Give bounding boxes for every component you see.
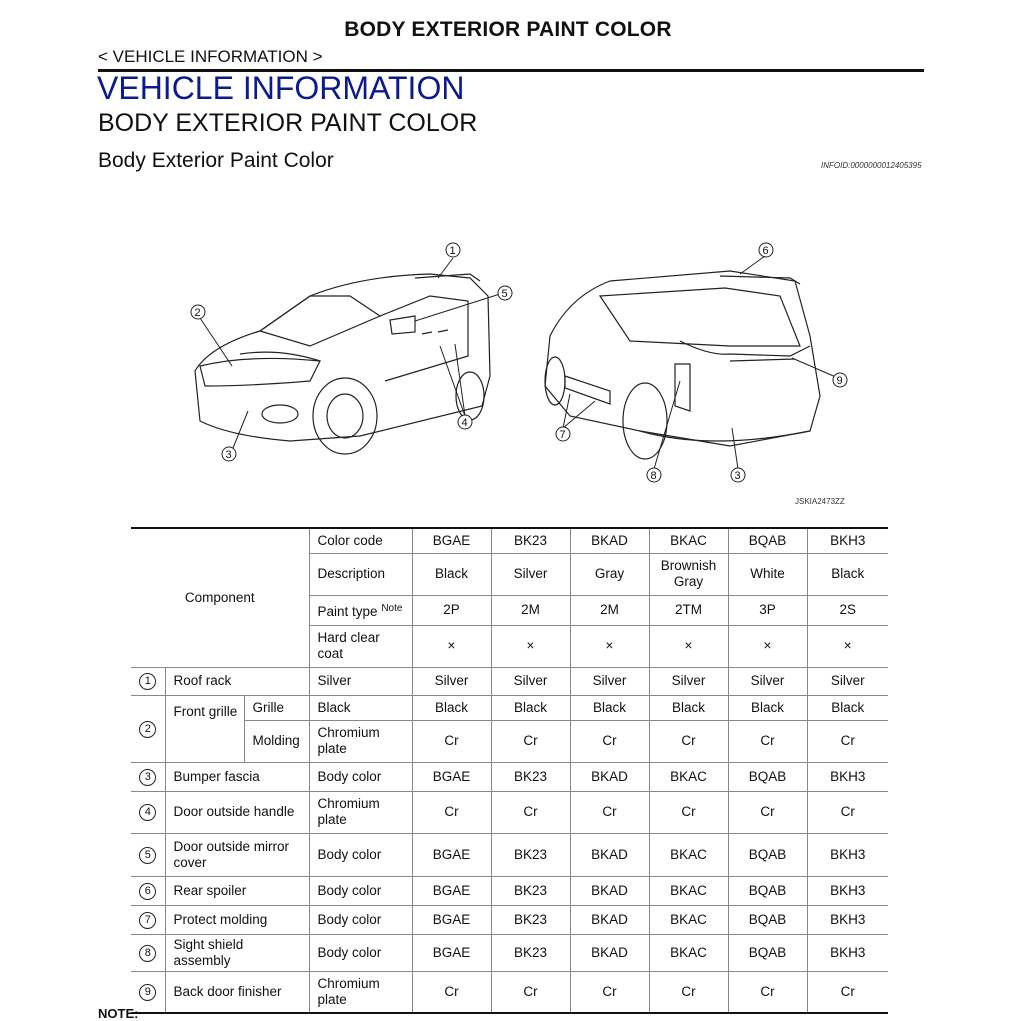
cell: 2P <box>412 595 491 625</box>
finish: Chromium plate <box>309 791 412 833</box>
cell: BKH3 <box>807 528 888 553</box>
cell: BGAE <box>412 905 491 934</box>
svg-text:9: 9 <box>836 375 843 387</box>
svg-text:6: 6 <box>762 245 769 257</box>
breadcrumb[interactable]: < VEHICLE INFORMATION > <box>98 47 323 66</box>
sub-component: Grille <box>244 695 309 720</box>
callout-number: 2 <box>139 721 156 738</box>
callout-number: 3 <box>139 769 156 786</box>
sub-component: Molding <box>244 720 309 762</box>
callout-number: 9 <box>139 984 156 1001</box>
svg-text:4: 4 <box>461 417 468 429</box>
cell: Silver <box>728 667 807 695</box>
topic-title: Body Exterior Paint Color <box>98 149 334 172</box>
cell: BKH3 <box>807 876 888 905</box>
cell: Cr <box>728 720 807 762</box>
cell: Silver <box>491 667 570 695</box>
row-label: Description <box>309 553 412 595</box>
cell: × <box>491 625 570 667</box>
cell: Black <box>570 695 649 720</box>
cell: Cr <box>491 971 570 1013</box>
cell: Cr <box>649 971 728 1013</box>
component-header: Component <box>131 528 309 667</box>
table-row <box>131 905 888 934</box>
cell: BGAE <box>412 528 491 553</box>
front-view-drawing <box>195 274 490 454</box>
cell: Cr <box>807 791 888 833</box>
row-label: Hard clear coat <box>309 625 412 667</box>
cell: BQAB <box>728 934 807 971</box>
cell: 2TM <box>649 595 728 625</box>
cell: BKH3 <box>807 905 888 934</box>
svg-text:8: 8 <box>650 470 657 482</box>
svg-text:2: 2 <box>194 307 201 319</box>
callout-number: 8 <box>139 945 156 962</box>
callout-number: 7 <box>139 912 156 929</box>
cell: Silver <box>807 667 888 695</box>
paint-color-table <box>131 527 888 1014</box>
cell: Cr <box>412 791 491 833</box>
finish: Black <box>309 695 412 720</box>
sub-title: BODY EXTERIOR PAINT COLOR <box>98 109 478 137</box>
cell: BGAE <box>412 833 491 876</box>
cell: Cr <box>807 720 888 762</box>
cell: BGAE <box>412 876 491 905</box>
cell: Silver <box>649 667 728 695</box>
cell: BQAB <box>728 762 807 791</box>
cell: BKAD <box>570 833 649 876</box>
cell: Gray <box>570 553 649 595</box>
cell: Silver <box>570 667 649 695</box>
cell: BKH3 <box>807 833 888 876</box>
cell: Cr <box>412 971 491 1013</box>
svg-text:7: 7 <box>559 429 566 441</box>
svg-text:1: 1 <box>449 245 456 257</box>
callout-number: 5 <box>139 847 156 864</box>
cell: 2M <box>491 595 570 625</box>
cell: Black <box>491 695 570 720</box>
cell: BKAD <box>570 876 649 905</box>
cell: BKAD <box>570 762 649 791</box>
cell: Cr <box>807 971 888 1013</box>
row-label: Color code <box>309 528 412 553</box>
rear-view-drawing <box>545 271 820 459</box>
callout-number: 1 <box>139 673 156 690</box>
cell: 3P <box>728 595 807 625</box>
finish: Body color <box>309 876 412 905</box>
figure-code: JSKIA2473ZZ <box>795 497 845 506</box>
cell: × <box>649 625 728 667</box>
cell: Cr <box>728 791 807 833</box>
cell: BKH3 <box>807 934 888 971</box>
cell: 2S <box>807 595 888 625</box>
cell: Cr <box>491 720 570 762</box>
cell: × <box>728 625 807 667</box>
cell: Black <box>412 695 491 720</box>
svg-text:3: 3 <box>225 449 232 461</box>
cell: BKAC <box>649 905 728 934</box>
finish: Chromium plate <box>309 971 412 1013</box>
info-id: INFOID:0000000012405395 <box>821 161 922 170</box>
finish: Body color <box>309 934 412 971</box>
finish: Silver <box>309 667 412 695</box>
cell: BKAD <box>570 934 649 971</box>
cell: Brownish Gray <box>649 553 728 595</box>
cell: Black <box>807 553 888 595</box>
cell: Cr <box>649 791 728 833</box>
component-name: Sight shield assembly <box>165 934 309 971</box>
table-row <box>131 876 888 905</box>
cell: Silver <box>412 667 491 695</box>
cell: Black <box>728 695 807 720</box>
table-row <box>131 695 888 720</box>
cell: BQAB <box>728 905 807 934</box>
cell: Silver <box>491 553 570 595</box>
cell: × <box>807 625 888 667</box>
svg-text:3: 3 <box>734 470 741 482</box>
component-name: Back door finisher <box>165 971 309 1013</box>
cell: BKAC <box>649 934 728 971</box>
component-name: Front grille <box>165 695 244 762</box>
table-row <box>131 934 888 971</box>
cell: BKAC <box>649 762 728 791</box>
cell: BK23 <box>491 833 570 876</box>
cell: Cr <box>491 791 570 833</box>
cell: BK23 <box>491 905 570 934</box>
finish: Body color <box>309 905 412 934</box>
cell: BQAB <box>728 528 807 553</box>
component-name: Roof rack <box>165 667 309 695</box>
component-name: Door outside mirror cover <box>165 833 309 876</box>
cell: × <box>570 625 649 667</box>
cell: Black <box>412 553 491 595</box>
table-row <box>131 833 888 876</box>
callout-lines <box>200 256 838 469</box>
table-row <box>131 720 888 762</box>
cell: Cr <box>570 720 649 762</box>
callout-number: 4 <box>139 804 156 821</box>
cell: BK23 <box>491 876 570 905</box>
table-row <box>131 667 888 695</box>
finish: Body color <box>309 762 412 791</box>
cell: BQAB <box>728 876 807 905</box>
cell: BKAC <box>649 528 728 553</box>
page-header: BODY EXTERIOR PAINT COLOR <box>344 18 672 41</box>
cell: Black <box>649 695 728 720</box>
cell: BKAD <box>570 528 649 553</box>
cell: BGAE <box>412 934 491 971</box>
section-title: VEHICLE INFORMATION <box>97 70 465 106</box>
cell: BK23 <box>491 762 570 791</box>
cell: Cr <box>412 720 491 762</box>
cell: Cr <box>570 971 649 1013</box>
component-name: Protect molding <box>165 905 309 934</box>
cell: × <box>412 625 491 667</box>
component-name: Bumper fascia <box>165 762 309 791</box>
vehicle-illustration <box>170 236 870 514</box>
finish: Body color <box>309 833 412 876</box>
table-row <box>131 762 888 791</box>
cell: BQAB <box>728 833 807 876</box>
table-row <box>131 791 888 833</box>
note-reference: Note <box>381 602 403 614</box>
callout-markers <box>191 243 847 482</box>
paint-type-label: Paint type <box>317 603 378 619</box>
cell: Cr <box>728 971 807 1013</box>
cell: Cr <box>570 791 649 833</box>
cell: BKAC <box>649 876 728 905</box>
cell: Black <box>807 695 888 720</box>
row-label <box>309 595 412 625</box>
cell: White <box>728 553 807 595</box>
svg-text:5: 5 <box>501 288 508 300</box>
callout-number: 6 <box>139 883 156 900</box>
component-name: Door outside handle <box>165 791 309 833</box>
finish: Chromium plate <box>309 720 412 762</box>
cell: BKAC <box>649 833 728 876</box>
table-row <box>131 971 888 1013</box>
note-label: NOTE: <box>98 1006 139 1021</box>
cell: BGAE <box>412 762 491 791</box>
cell: 2M <box>570 595 649 625</box>
cell: BKAD <box>570 905 649 934</box>
cell: Cr <box>649 720 728 762</box>
component-name: Rear spoiler <box>165 876 309 905</box>
cell: BKH3 <box>807 762 888 791</box>
cell: BK23 <box>491 528 570 553</box>
cell: BK23 <box>491 934 570 971</box>
header-row-color-code <box>131 528 888 553</box>
